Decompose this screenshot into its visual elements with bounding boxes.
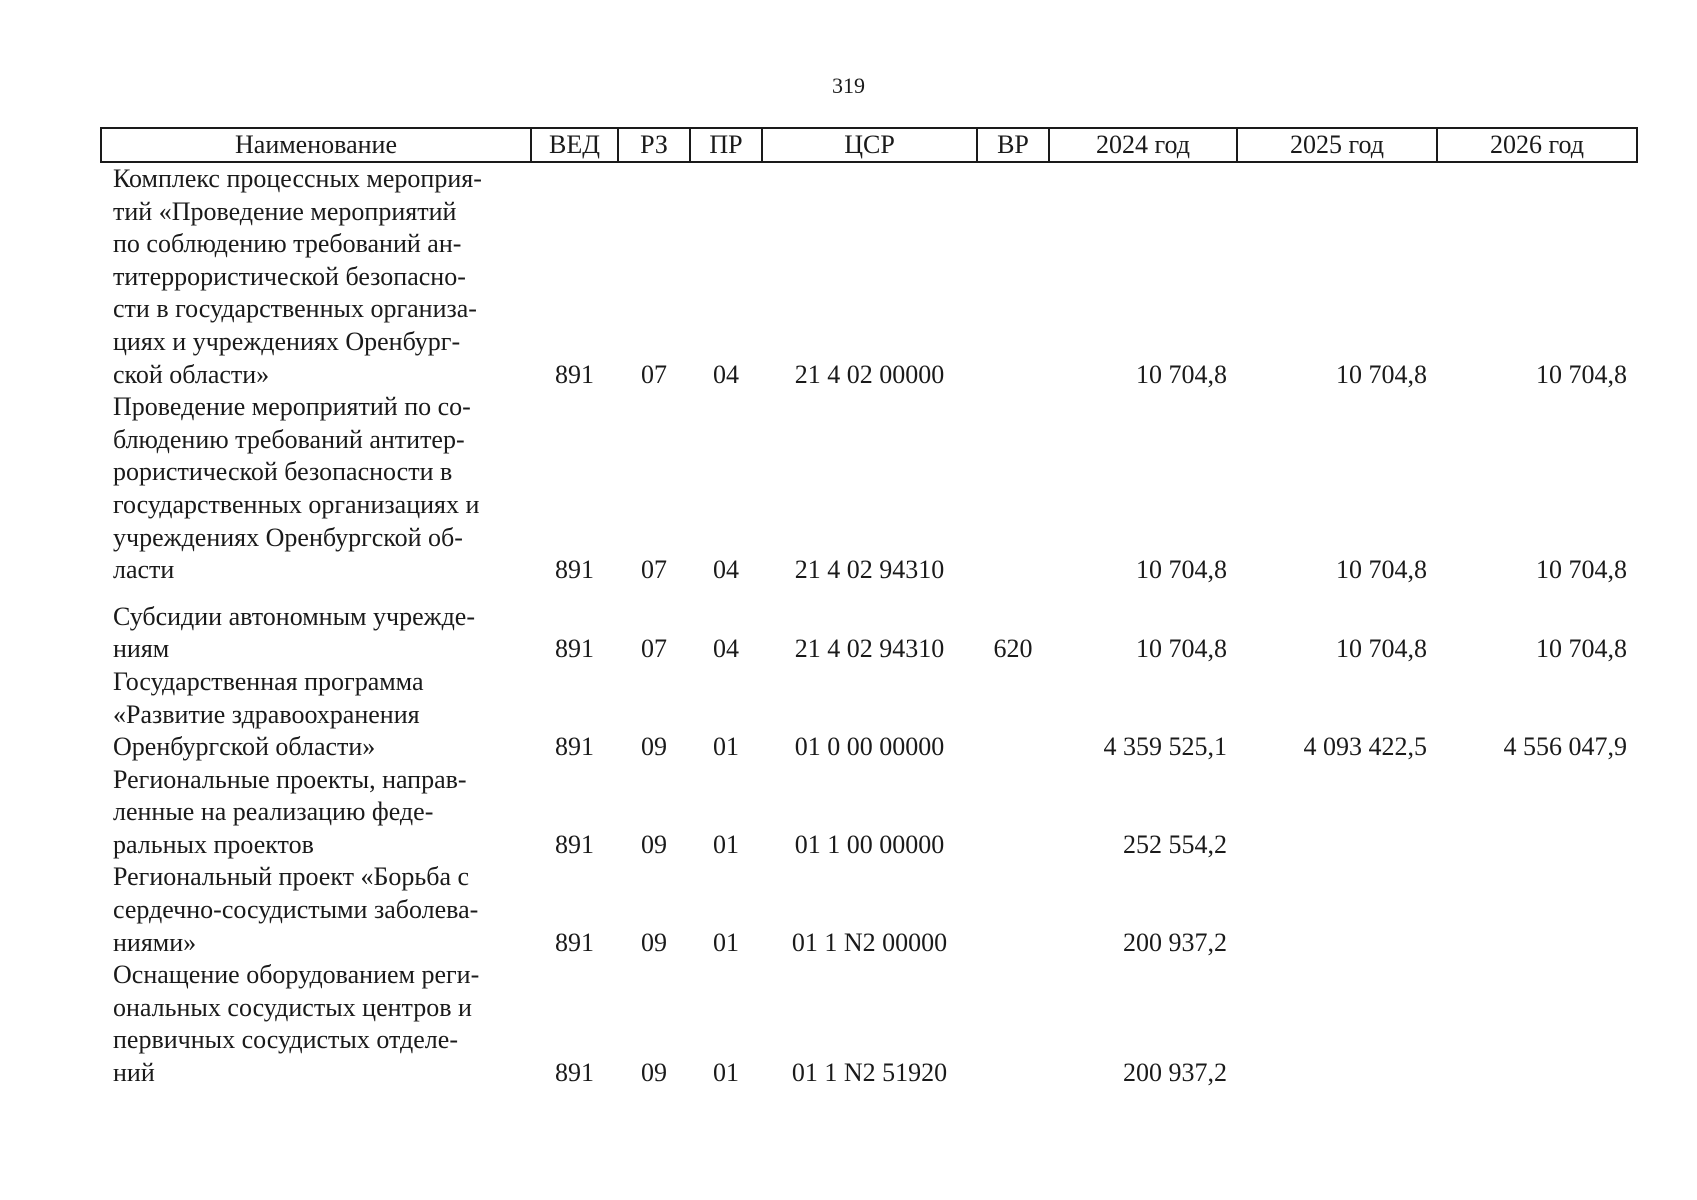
header-pr: ПР bbox=[690, 128, 762, 162]
cell-pr: 04 bbox=[713, 634, 739, 664]
cell-2026 bbox=[1437, 764, 1637, 862]
table-row bbox=[101, 587, 1637, 666]
cell-name bbox=[101, 587, 531, 666]
cell-name bbox=[101, 391, 531, 587]
name-line: титеррористической безопасно- bbox=[113, 261, 466, 291]
name-line: ской области» bbox=[113, 359, 270, 389]
name-line: Региональный проект «Борьба с bbox=[113, 862, 470, 892]
cell-pr: 01 bbox=[713, 829, 739, 859]
cell-rz: 09 bbox=[641, 829, 667, 859]
cell-ved: 891 bbox=[555, 927, 594, 957]
cell-2025: 4 093 422,5 bbox=[1303, 732, 1427, 762]
cell-2025: 10 704,8 bbox=[1336, 634, 1427, 664]
table-row bbox=[101, 162, 1637, 391]
name-line: блюдению требований антитер- bbox=[113, 424, 465, 454]
table-row bbox=[101, 666, 1637, 764]
name-line: по соблюдению требований ан- bbox=[113, 229, 462, 259]
cell-name bbox=[101, 861, 531, 959]
cell-csr: 21 4 02 94310 bbox=[794, 634, 945, 664]
cell-pr: 01 bbox=[713, 1058, 739, 1088]
name-line: первичных сосудистых отделе- bbox=[113, 1025, 458, 1055]
cell-vr bbox=[977, 391, 1049, 587]
cell-csr: 01 0 00 00000 bbox=[794, 732, 945, 762]
cell-2024: 4 359 525,1 bbox=[1103, 732, 1227, 762]
cell-2024: 200 937,2 bbox=[1123, 1058, 1227, 1088]
name-line: ональных сосудистых центров и bbox=[113, 992, 472, 1022]
cell-ved: 891 bbox=[555, 555, 594, 585]
cell-2026 bbox=[1437, 959, 1637, 1089]
cell-name bbox=[101, 666, 531, 764]
cell-csr: 01 1 N2 51920 bbox=[791, 1058, 948, 1088]
cell-2024: 10 704,8 bbox=[1136, 555, 1227, 585]
name-line: ральных проектов bbox=[113, 829, 314, 859]
cell-rz: 07 bbox=[641, 555, 667, 585]
cell-2024: 252 554,2 bbox=[1123, 829, 1227, 859]
cell-rz: 09 bbox=[641, 927, 667, 957]
name-line: ниям bbox=[113, 634, 170, 664]
name-line: «Развитие здравоохранения bbox=[113, 699, 420, 729]
header-rz: РЗ bbox=[618, 128, 690, 162]
cell-ved: 891 bbox=[555, 1058, 594, 1088]
cell-2025 bbox=[1237, 861, 1437, 959]
cell-csr: 01 1 N2 00000 bbox=[791, 927, 948, 957]
cell-pr: 01 bbox=[713, 732, 739, 762]
table-row bbox=[101, 959, 1637, 1089]
name-line: Проведение мероприятий по со- bbox=[113, 392, 471, 422]
cell-pr: 04 bbox=[713, 555, 739, 585]
table-row bbox=[101, 861, 1637, 959]
name-line: Региональные проекты, направ- bbox=[113, 764, 467, 794]
cell-2026: 10 704,8 bbox=[1536, 555, 1627, 585]
header-2024: 2024 год bbox=[1049, 128, 1237, 162]
cell-2026 bbox=[1437, 861, 1637, 959]
name-line: циях и учреждениях Оренбург- bbox=[113, 326, 461, 356]
cell-csr: 21 4 02 94310 bbox=[794, 555, 945, 585]
cell-name bbox=[101, 959, 531, 1089]
header-name: Наименование bbox=[101, 128, 531, 162]
header-csr: ЦСР bbox=[762, 128, 977, 162]
cell-rz: 07 bbox=[641, 634, 667, 664]
cell-rz: 07 bbox=[641, 359, 667, 389]
cell-2025: 10 704,8 bbox=[1336, 359, 1427, 389]
name-line: Комплекс процессных мероприя- bbox=[113, 164, 482, 193]
cell-vr bbox=[977, 666, 1049, 764]
cell-vr bbox=[977, 162, 1049, 391]
table-row bbox=[101, 391, 1637, 587]
name-line: Оренбургской области» bbox=[113, 732, 376, 762]
cell-2025: 10 704,8 bbox=[1336, 555, 1427, 585]
budget-table bbox=[100, 127, 1638, 1090]
cell-pr: 01 bbox=[713, 927, 739, 957]
cell-rz: 09 bbox=[641, 732, 667, 762]
name-line: сти в государственных организа- bbox=[113, 294, 477, 324]
page-number: 319 bbox=[832, 73, 865, 98]
name-line: учреждениях Оренбургской об- bbox=[113, 522, 463, 552]
cell-vr bbox=[977, 959, 1049, 1089]
header-ved: ВЕД bbox=[531, 128, 618, 162]
cell-ved: 891 bbox=[555, 829, 594, 859]
cell-2026: 10 704,8 bbox=[1536, 634, 1627, 664]
header-vr: ВР bbox=[977, 128, 1049, 162]
cell-2026: 10 704,8 bbox=[1536, 359, 1627, 389]
cell-2024: 200 937,2 bbox=[1123, 927, 1227, 957]
table-header-row bbox=[101, 128, 1637, 162]
cell-2024: 10 704,8 bbox=[1136, 634, 1227, 664]
cell-rz: 09 bbox=[641, 1058, 667, 1088]
cell-2024: 10 704,8 bbox=[1136, 359, 1227, 389]
cell-2025 bbox=[1237, 764, 1437, 862]
cell-name bbox=[101, 764, 531, 862]
cell-pr: 04 bbox=[713, 359, 739, 389]
header-2025: 2025 год bbox=[1237, 128, 1437, 162]
cell-vr bbox=[977, 861, 1049, 959]
cell-csr: 21 4 02 00000 bbox=[794, 359, 945, 389]
name-line: государственных организациях и bbox=[113, 489, 480, 519]
cell-ved: 891 bbox=[555, 634, 594, 664]
header-2026: 2026 год bbox=[1437, 128, 1637, 162]
cell-vr: 620 bbox=[993, 634, 1033, 664]
name-line: ленные на реализацию феде- bbox=[113, 797, 434, 827]
cell-csr: 01 1 00 00000 bbox=[794, 829, 945, 859]
cell-name bbox=[101, 162, 531, 391]
name-line: сердечно-сосудистыми заболева- bbox=[113, 895, 479, 925]
name-line: ласти bbox=[113, 555, 175, 585]
name-line: Оснащение оборудованием реги- bbox=[113, 960, 480, 990]
cell-vr bbox=[977, 764, 1049, 862]
table-row bbox=[101, 764, 1637, 862]
name-line: Государственная программа bbox=[113, 666, 424, 696]
name-line: ний bbox=[113, 1058, 155, 1088]
name-line: Субсидии автономным учрежде- bbox=[113, 601, 475, 631]
name-line: тий «Проведение мероприятий bbox=[113, 196, 457, 226]
cell-2025 bbox=[1237, 959, 1437, 1089]
name-line: рористической безопасности в bbox=[113, 457, 453, 487]
cell-2026: 4 556 047,9 bbox=[1503, 732, 1627, 762]
name-line: ниями» bbox=[113, 927, 197, 957]
cell-ved: 891 bbox=[555, 732, 594, 762]
cell-ved: 891 bbox=[555, 359, 594, 389]
